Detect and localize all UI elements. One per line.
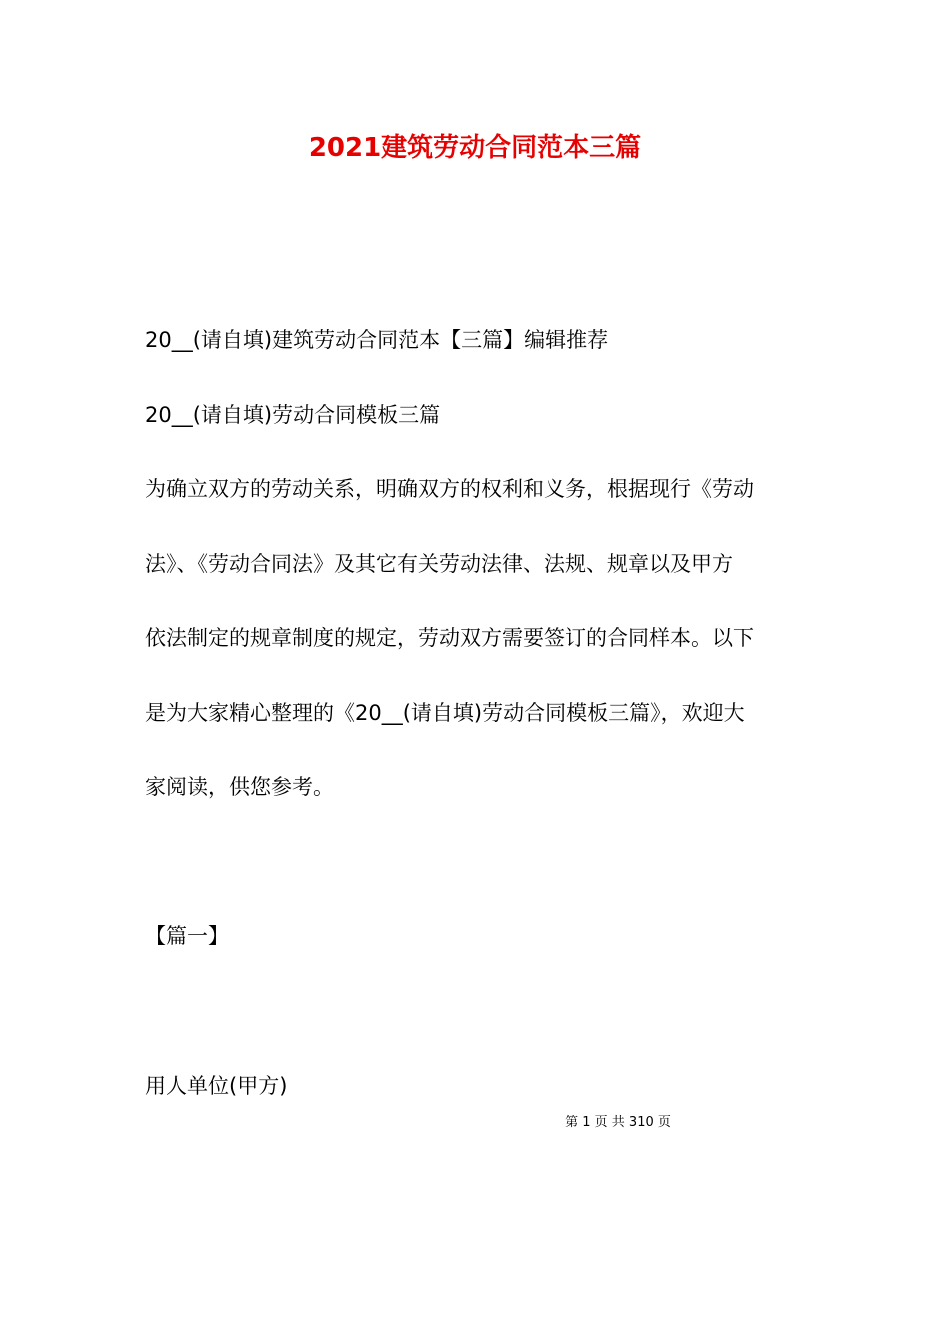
- intro-paragraph-line-1: 为确立双方的劳动关系，明确双方的权利和义务，根据现行《劳动: [145, 477, 754, 501]
- intro-paragraph-line-3: 依法制定的规章制度的规定，劳动双方需要签订的合同样本。以下: [145, 626, 754, 650]
- intro-paragraph-line-5: 家阅读，供您参考。: [145, 775, 334, 799]
- employer-label: 用人单位(甲方): [145, 1074, 288, 1098]
- intro-paragraph-line-2: 法》、《劳动合同法》及其它有关劳动法律、法规、规章以及甲方: [145, 552, 733, 576]
- subtitle-line-1: 20__(请自填)建筑劳动合同范本【三篇】编辑推荐: [145, 328, 609, 352]
- page-footer: 第 1 页 共 310 页: [565, 1115, 671, 1130]
- section-heading: 【篇一】: [145, 924, 229, 948]
- intro-paragraph-line-4: 是为大家精心整理的《20__(请自填)劳动合同模板三篇》，欢迎大: [145, 701, 745, 725]
- document-title: 2021建筑劳动合同范本三篇: [308, 133, 642, 163]
- subtitle-line-2: 20__(请自填)劳动合同模板三篇: [145, 403, 441, 427]
